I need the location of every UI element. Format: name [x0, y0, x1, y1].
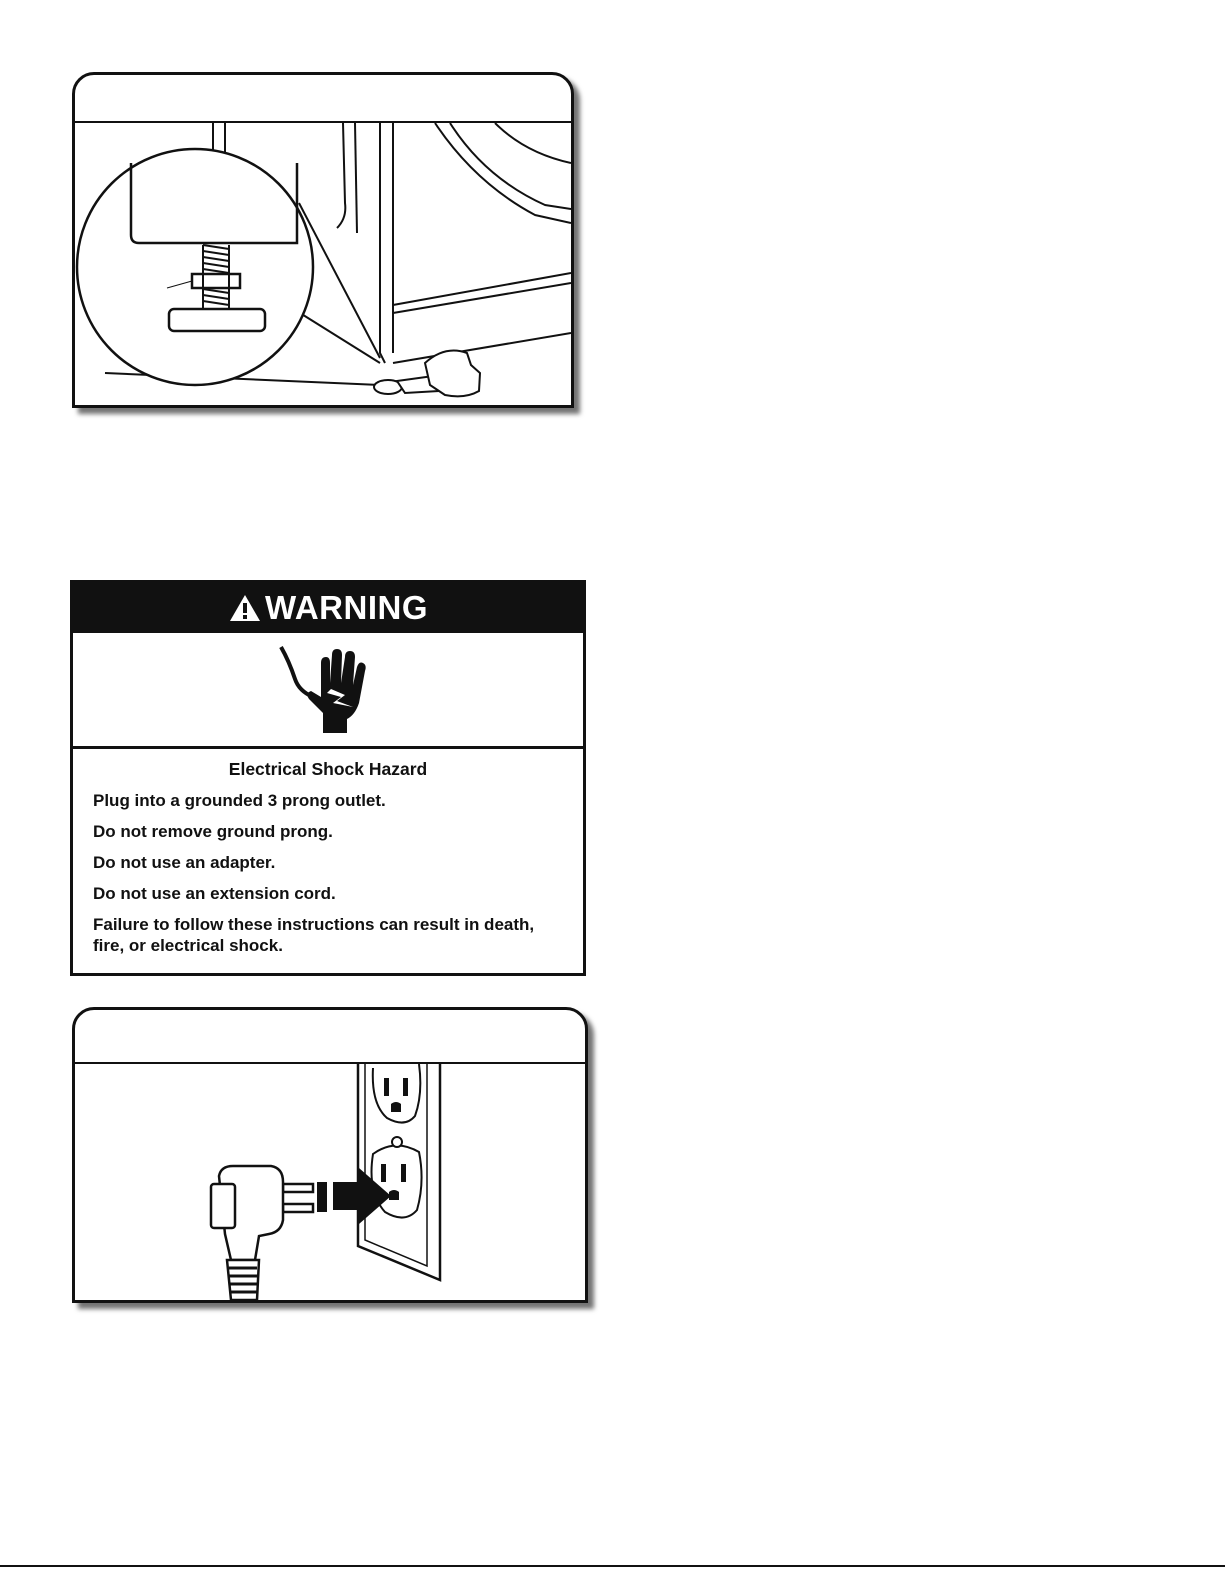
- page-bottom-rule: [0, 1565, 1225, 1567]
- warning-line: Do not remove ground prong.: [93, 822, 333, 841]
- warning-line: Do not use an adapter.: [93, 853, 276, 872]
- warning-box: [70, 580, 586, 976]
- alert-triangle-icon: [228, 593, 262, 623]
- leveling-foot-wrench-icon: [75, 123, 571, 405]
- warning-lines: [73, 790, 583, 956]
- plug-outlet-illustration: [72, 1007, 588, 1303]
- electrical-shock-hand-icon: [273, 639, 373, 739]
- panel-header: [75, 1010, 585, 1064]
- warning-icon-row: [73, 633, 583, 749]
- warning-line: Do not use an extension cord.: [93, 884, 336, 903]
- warning-header-text: WARNING: [265, 589, 428, 626]
- warning-title: Electrical Shock Hazard: [228, 759, 428, 779]
- leveling-foot-illustration: [72, 72, 574, 408]
- warning-header: [73, 583, 583, 633]
- plug-into-outlet-icon: [75, 1064, 585, 1300]
- panel-header: [75, 75, 571, 123]
- warning-line: Plug into a grounded 3 prong outlet.: [93, 791, 386, 810]
- warning-line: Failure to follow these instructions can result in death, fire, or electrical shock.: [93, 915, 535, 955]
